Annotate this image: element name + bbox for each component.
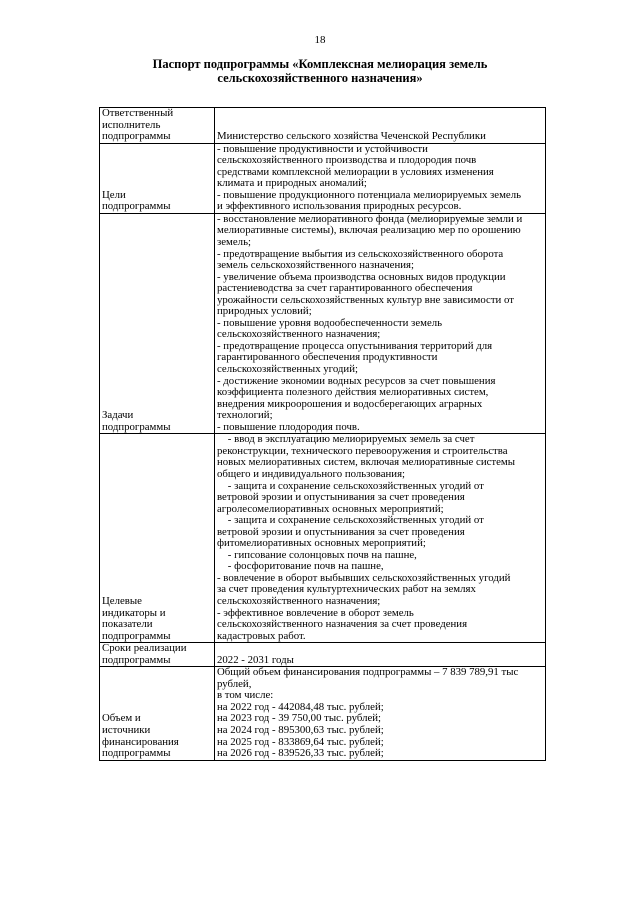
row-label-line: подпрограммы [102, 747, 171, 760]
row-label-line: Объем и [102, 712, 141, 725]
table-row-indicators [100, 434, 546, 643]
passport-table-body [100, 108, 546, 761]
row-label-line: подпрограммы [102, 653, 171, 666]
row-label-cell [100, 108, 215, 144]
row-value-line: сельскохозяйственного назначения; [217, 328, 381, 341]
row-value-line: растениеводства за счет гарантированного обеспечения [217, 282, 473, 295]
document-title [120, 57, 520, 85]
table-row-financing [100, 667, 546, 760]
row-label-cell [100, 213, 215, 433]
row-value-line: сельскохозяйственного назначения за счет проведения [217, 618, 468, 631]
row-value-line: климата и природных аномалий; [217, 177, 367, 190]
row-label-line: Сроки реализации [102, 642, 187, 655]
row-label-line: Цели [102, 188, 126, 201]
row-value-line: общего и индивидуального пользования; [217, 467, 406, 480]
row-label-line: подпрограммы [102, 420, 171, 433]
row-value-line: природных условий; [217, 305, 312, 318]
row-value-line: - повышение продукционного потенциала мелиорируемых земель [217, 188, 522, 201]
row-value-line: внедрения микроорошения и водосберегающих аграрных [217, 397, 483, 410]
row-value-line: - предотвращение процесса опустынивания территорий для [217, 339, 493, 352]
row-value-line: - увеличение объема производства основных видов продукции [217, 270, 506, 283]
row-value-cell [215, 643, 546, 667]
row-value-line: - вовлечение в оборот выбывших сельскохозяйственных угодий [217, 571, 511, 584]
row-value-line: - повышение продуктивности и устойчивости [217, 142, 428, 155]
passport-table [99, 107, 546, 761]
row-value-line: - фосфоритование почв на пашне, [217, 560, 384, 573]
row-value-line: - предотвращение выбытия из сельскохозяйственного оборота [217, 247, 504, 260]
row-value-line: - ввод в эксплуатацию мелиорируемых земель за счет [217, 433, 475, 446]
row-value-line: сельскохозяйственного назначения; [217, 594, 381, 607]
row-value-line: 2022 - 2031 годы [217, 653, 294, 666]
row-value-cell [215, 434, 546, 643]
row-value-line: новых мелиоративных систем, включая мелиоративные системы [217, 456, 516, 469]
title-line-1: Паспорт подпрограммы «Комплексная мелиорация земель [152, 57, 488, 71]
row-label-line: исполнитель [102, 118, 161, 131]
row-value-line: на 2025 год - 833869,64 тыс. рублей; [217, 735, 384, 748]
row-value-line: средствами комплексной мелиорации в условиях изменения [217, 165, 494, 178]
row-value-line: фитомелиоративных основных мероприятий; [217, 537, 426, 550]
row-value-line: и эффективного использования природных ресурсов. [217, 200, 462, 213]
row-value-line: мелиоративные системы), включая реализацию мер по орошению [217, 224, 521, 237]
row-value-line: урожайности сельскохозяйственных культур вне зависимости от [217, 293, 514, 306]
row-value-line: на 2026 год - 839526,33 тыс. рублей; [217, 747, 384, 760]
row-value-line: земель; [217, 236, 251, 249]
row-value-line: ветровой эрозии и опустынивания за счет проведения [217, 525, 465, 538]
row-value-line: - эффективное вовлечение в оборот земель [217, 606, 414, 619]
row-value-line: земель сельскохозяйственного назначения; [217, 259, 415, 272]
page-number: 18 [314, 34, 326, 46]
row-value-line: на 2023 год - 39 750,00 тыс. рублей; [217, 712, 382, 725]
row-label-line: показатели [102, 618, 153, 631]
row-value-cell [215, 667, 546, 760]
row-label-line: Ответственный [102, 107, 174, 119]
row-value-line: коэффициента полезного действия мелиоративных систем, [217, 386, 489, 399]
row-value-line: ветровой эрозии и опустынивания за счет проведения [217, 491, 465, 504]
row-label-line: индикаторы и [102, 606, 166, 619]
row-value-line: - повышение уровня водообеспеченности земель [217, 316, 443, 329]
row-label-cell [100, 643, 215, 667]
row-value-line: гарантированного обеспечения продуктивности [217, 351, 438, 364]
row-value-line: сельскохозяйственных угодий; [217, 363, 358, 376]
row-value-line: Министерство сельского хозяйства Чеченской Республики [217, 130, 486, 143]
row-value-line: реконструкции, технического перевооружения и строительства [217, 444, 508, 457]
row-label-line: подпрограммы [102, 629, 171, 642]
row-value-line: агролесомелиоративных основных мероприятий; [217, 502, 444, 515]
row-value-line: за счет проведения культуртехнических работ на землях [217, 583, 476, 596]
row-label-line: подпрограммы [102, 130, 171, 143]
row-label-cell [100, 434, 215, 643]
table-row-responsible [100, 108, 546, 144]
table-row-tasks [100, 213, 546, 433]
row-value-line: - защита и сохранение сельскохозяйственных угодий от [217, 514, 484, 527]
table-row-timeline [100, 643, 546, 667]
row-label-line: финансирования [102, 735, 179, 748]
row-value-line: сельскохозяйственного производства и плодородия почв [217, 154, 477, 167]
row-value-cell [215, 108, 546, 144]
row-value-line: - повышение плодородия почв. [217, 420, 360, 433]
row-value-line: рублей, [217, 677, 252, 690]
row-value-line: - восстановление мелиоративного фонда (мелиорируемые земли и [217, 212, 523, 225]
row-label-line: Задачи [102, 409, 134, 422]
row-label-line: Целевые [102, 594, 142, 607]
row-label-line: источники [102, 723, 151, 736]
table-row-goals [100, 143, 546, 213]
row-value-cell [215, 143, 546, 213]
row-value-line: технологий; [217, 409, 273, 422]
row-value-line: - защита и сохранение сельскохозяйственных угодий от [217, 479, 484, 492]
title-line-2: сельскохозяйственного назначения» [217, 71, 423, 85]
row-label-cell [100, 143, 215, 213]
row-value-cell [215, 213, 546, 433]
row-value-line: на 2024 год - 895300,63 тыс. рублей; [217, 723, 384, 736]
row-label-cell [100, 667, 215, 760]
row-value-line: - достижение экономии водных ресурсов за счет повышения [217, 374, 496, 387]
row-label-line: подпрограммы [102, 200, 171, 213]
row-value-line: на 2022 год - 442084,48 тыс. рублей; [217, 700, 384, 713]
row-value-line: - гипсование солонцовых почв на пашне, [217, 548, 417, 561]
row-value-line: в том числе: [217, 689, 274, 702]
row-value-line: кадастровых работ. [217, 629, 306, 642]
row-value-line: Общий объем финансирования подпрограммы – 7 839 789,91 тыс [217, 666, 519, 679]
